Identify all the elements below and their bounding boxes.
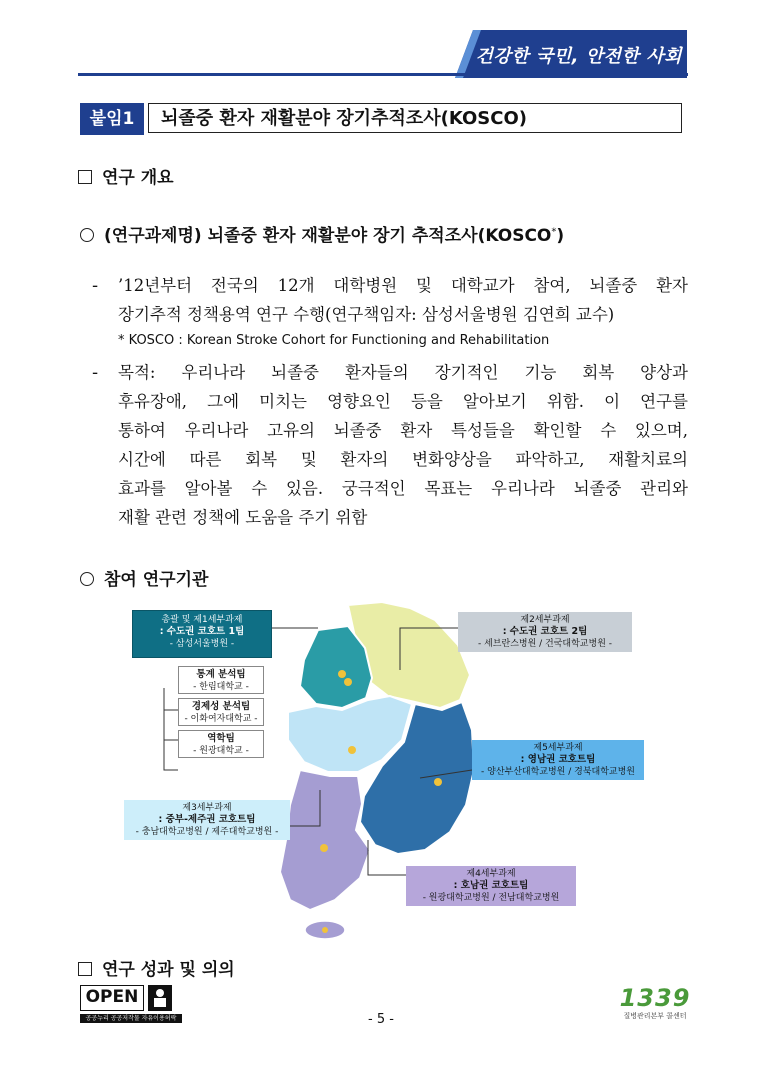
open-logo-caption: 공공누리 공공저작물 자유이용허락 [80, 1014, 182, 1023]
bullet-dash-1: - [92, 276, 99, 296]
hq-org: - 삼성서울병원 - [169, 639, 235, 649]
hq-title: 총괄 및 제1세부과제 [161, 615, 243, 625]
paragraph-line: 시간에 따른 회복 및 환자의 변화양상을 파악하고, 재활치료의 [118, 450, 688, 469]
paragraph-line: 효과를 알아볼 수 있음. 궁극적인 목표는 우리나라 뇌졸중 관리와 [118, 479, 688, 498]
sub5-team: : 영남권 코호트팀 [520, 754, 596, 765]
marker-capital [338, 670, 346, 678]
header-slogan: 건강한 국민, 안전한 사회 [475, 46, 682, 67]
sub2-org: - 세브란스병원 / 건국대학교병원 - [478, 639, 612, 649]
hq-team: : 수도권 코호트 1팀 [159, 626, 245, 637]
marker-chungcheong [348, 746, 356, 754]
project-name-close: ) [556, 226, 565, 246]
epi-team-box [178, 730, 264, 758]
epi-team: 역학팀 [207, 733, 235, 744]
marker-yeongnam [434, 778, 442, 786]
appendix-tag: 붙임1 [80, 103, 144, 135]
stats-team: 통계 분석팀 [196, 669, 246, 680]
hq-team-box [132, 610, 272, 658]
paragraph-line: 후유장애, 그에 미치는 영향요인 등을 알아보기 위함. 이 연구를 [118, 392, 688, 411]
hotline-1339-logo [618, 985, 692, 1025]
sub2-title: 제2세부과제 [520, 615, 570, 625]
section-institutions-heading [80, 565, 208, 590]
sub5-org: - 양산부산대학교병원 / 경북대학교병원 [481, 767, 635, 777]
header-rule [78, 73, 688, 76]
footnote-marker: * [551, 226, 557, 238]
open-logo-text: OPEN [80, 985, 144, 1011]
kosco-footnote: * KOSCO : Korean Stroke Cohort for Functioning and Rehabilitation [118, 333, 550, 348]
region-honam [280, 770, 370, 910]
document-title: 뇌졸중 환자 재활분야 장기추적조사(KOSCO) [148, 103, 682, 133]
epi-org: - 원광대학교 - [193, 746, 249, 756]
sub3-team-box [124, 800, 290, 840]
econ-team: 경제성 분석팀 [191, 701, 251, 712]
bullet-dash-2: - [92, 363, 99, 383]
stats-org: - 한림대학교 - [193, 682, 249, 692]
participating-institutions-map [120, 600, 660, 945]
sub4-org: - 원광대학교병원 / 전남대학교병원 [422, 893, 560, 903]
sub2-team-box [458, 612, 632, 652]
circle-bullet-icon [80, 572, 94, 586]
sub5-team-box [472, 740, 644, 780]
hotline-caption: 질병관리본부 콜센터 [623, 1012, 687, 1020]
sub2-team: : 수도권 코호트 2팀 [502, 626, 588, 637]
paragraph-line: 재활 관련 정책에 도움을 주기 위함 [118, 508, 368, 527]
project-name-label: (연구과제명) 뇌졸중 환자 재활분야 장기 추적조사(KOSCO [104, 226, 552, 246]
marker-jeju [322, 927, 328, 933]
project-name-item [80, 221, 564, 246]
checkbox-square-icon [78, 170, 92, 184]
marker-capital-2 [344, 678, 352, 686]
circle-bullet-icon [80, 228, 94, 242]
sub5-title: 제5세부과제 [533, 743, 583, 753]
sub4-team: : 호남권 코호트팀 [453, 880, 529, 891]
paragraph-participants [118, 271, 688, 329]
econ-org: - 이화여자대학교 - [184, 714, 258, 724]
section-overview-label: 연구 개요 [102, 168, 174, 188]
sub4-title: 제4세부과제 [466, 869, 516, 879]
section-institutions-label: 참여 연구기관 [104, 570, 209, 590]
section-results-heading [78, 955, 235, 980]
sub4-team-box [406, 866, 576, 906]
page-number: - 5 - [368, 1012, 394, 1027]
paragraph-line: 통하여 우리나라 고유의 뇌졸중 환자 특성들을 확인할 수 있으며, [118, 421, 688, 440]
paragraph-line: ’12년부터 전국의 12개 대학병원 및 대학교가 참여, 뇌졸중 환자 [118, 276, 688, 295]
checkbox-square-icon [78, 962, 92, 976]
hotline-number: 1339 [619, 984, 691, 1012]
paragraph-purpose [118, 358, 688, 532]
econ-team-box [178, 698, 264, 726]
license-person-icon [148, 985, 172, 1011]
paragraph-line: 목적: 우리나라 뇌졸중 환자들의 장기적인 기능 회복 양상과 [118, 363, 688, 382]
sub3-title: 제3세부과제 [182, 803, 232, 813]
section-overview-heading [78, 163, 174, 188]
sub3-org: - 충남대학교병원 / 제주대학교병원 - [135, 827, 279, 837]
stats-team-box [178, 666, 264, 694]
sub3-team: : 중부-제주권 코호트팀 [158, 814, 256, 825]
marker-honam [320, 844, 328, 852]
paragraph-line: 장기추적 정책용역 연구 수행(연구책임자: 삼성서울병원 김연희 교수) [118, 305, 615, 324]
section-results-label: 연구 성과 및 의의 [102, 960, 235, 980]
